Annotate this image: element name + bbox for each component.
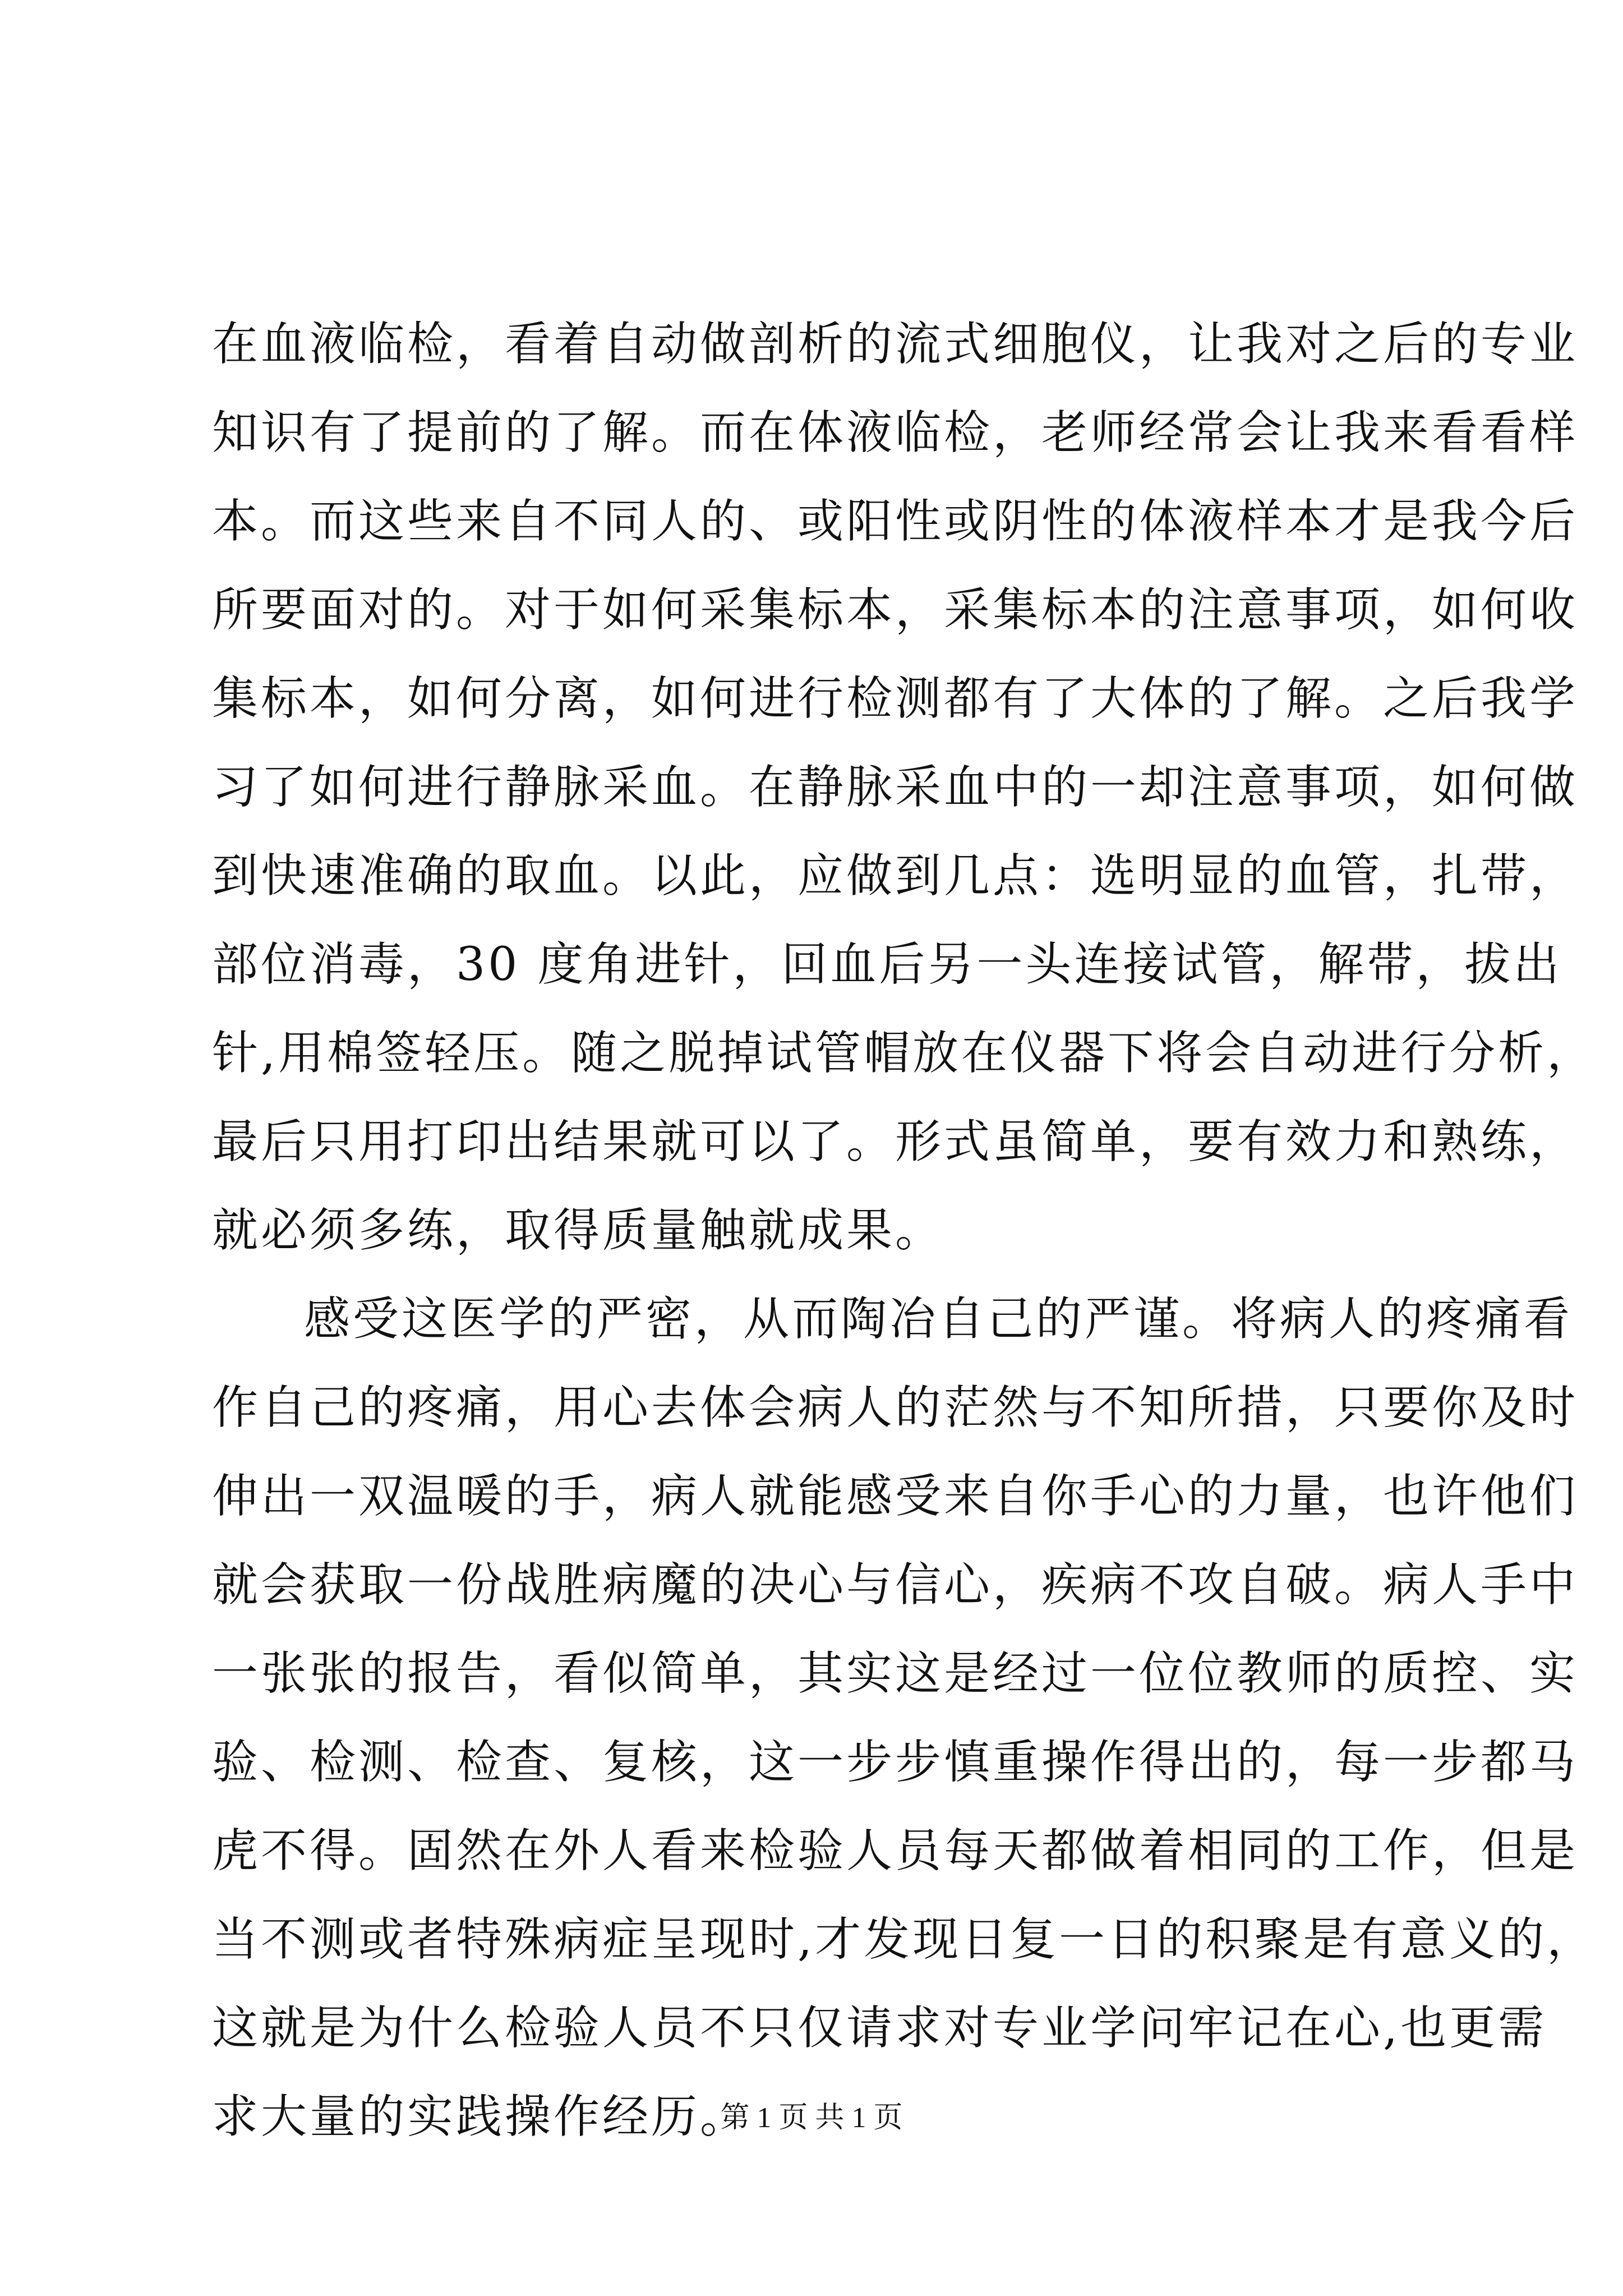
text-line: 集标本，如何分离，如何进行检测都有了大体的了解。之后我学 xyxy=(212,672,1579,725)
text-line: 到快速准确的取血。以此，应做到几点：选明显的血管，扎带， xyxy=(212,849,1579,903)
text-line: 作自己的疼痛，用心去体会病人的茫然与不知所措，只要你及时 xyxy=(212,1381,1579,1434)
text-line: 当不测或者特殊病症呈现时,才发现日复一日的积聚是有意义的， xyxy=(212,1913,1596,1966)
text-line: 知识有了提前的了解。而在体液临检，老师经常会让我来看看样 xyxy=(212,406,1579,459)
text-line: 这就是为什么检验人员不只仅请求对专业学问牢记在心,也更需 xyxy=(212,2001,1547,2055)
document-body xyxy=(212,300,1596,2161)
page-number-footer: 第 1 页 共 1 页 xyxy=(720,2102,903,2134)
text-line: 验、检测、检查、复核，这一步步慎重操作得出的，每一步都马 xyxy=(212,1736,1579,1789)
text-line: 本。而这些来自不同人的、或阳性或阴性的体液样本才是我今后 xyxy=(212,495,1579,548)
text-line: 在血液临检，看着自动做剖析的流式细胞仪，让我对之后的专业 xyxy=(212,318,1579,371)
text-line: 所要面对的。对于如何采集标本，采集标本的注意事项，如何收 xyxy=(212,583,1579,637)
text-line: 习了如何进行静脉采血。在静脉采血中的一却注意事项，如何做 xyxy=(212,761,1579,814)
text-line: 感受这医学的严密，从而陶冶自己的严谨。将病人的疼痛看 xyxy=(304,1292,1573,1346)
text-line: 求大量的实践操作经历。 xyxy=(212,2090,749,2143)
paragraph-2 xyxy=(212,1275,1596,2161)
paragraph-1 xyxy=(212,300,1596,1275)
text-line: 针,用棉签轻压。随之脱掉试管帽放在仪器下将会自动进行分析， xyxy=(212,1027,1596,1080)
text-line: 虎不得。固然在外人看来检验人员每天都做着相同的工作，但是 xyxy=(212,1824,1579,1878)
text-line: 最后只用打印出结果就可以了。形式虽简单，要有效力和熟练， xyxy=(212,1115,1579,1168)
text-line: 伸出一双温暖的手，病人就能感受来自你手心的力量，也许他们 xyxy=(212,1470,1579,1523)
text-line: 一张张的报告，看似简单，其实这是经过一位位教师的质控、实 xyxy=(212,1647,1579,1700)
text-line: 就会获取一份战胜病魔的决心与信心，疾病不攻自破。病人手中 xyxy=(212,1558,1579,1612)
text-line: 就必须多练，取得质量触就成果。 xyxy=(212,1204,944,1257)
text-line: 部位消毒，30 度角进针，回血后另一头连接试管，解带，拔出 xyxy=(212,938,1562,991)
